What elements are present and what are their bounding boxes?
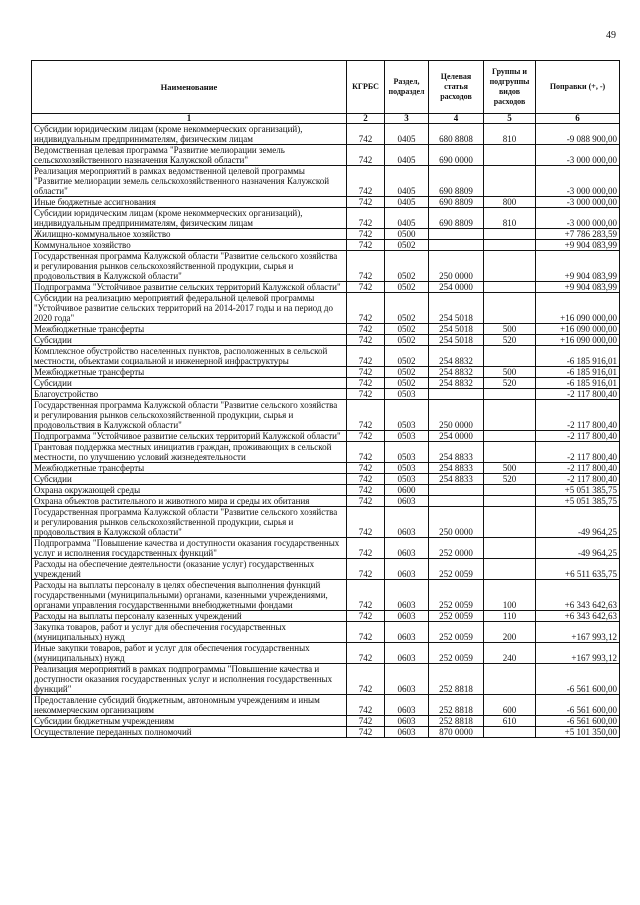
column-number: 3 [385, 114, 429, 124]
row-name: Подпрограмма "Устойчивое развитие сельских территорий Калужской области" [32, 282, 347, 293]
row-amendment: -49 964,25 [536, 538, 620, 559]
row-target-article: 252 0059 [429, 643, 484, 664]
table-row [32, 474, 620, 485]
row-expense-group: 500 [484, 324, 536, 335]
row-amendment: -2 117 800,40 [536, 400, 620, 431]
row-target-article: 254 5018 [429, 324, 484, 335]
row-section: 0503 [385, 400, 429, 431]
row-target-article: 254 8832 [429, 346, 484, 367]
row-expense-group [484, 664, 536, 695]
row-target-article: 252 8818 [429, 695, 484, 716]
row-kgrbs: 742 [347, 166, 385, 197]
table-row [32, 463, 620, 474]
row-amendment: -6 561 600,00 [536, 695, 620, 716]
row-section: 0603 [385, 622, 429, 643]
row-expense-group [484, 507, 536, 538]
table-row [32, 367, 620, 378]
row-name: Субсидии [32, 335, 347, 346]
row-expense-group [484, 240, 536, 251]
row-amendment: -2 117 800,40 [536, 463, 620, 474]
row-amendment: +9 904 083,99 [536, 251, 620, 282]
table-row [32, 442, 620, 463]
table-row [32, 335, 620, 346]
table-row [32, 538, 620, 559]
row-expense-group [484, 282, 536, 293]
row-section: 0502 [385, 251, 429, 282]
row-section: 0503 [385, 474, 429, 485]
row-name: Субсидии юридическим лицам (кроме некоммерческих организаций), индивидуальным предпринимателям, физическим лицам [32, 208, 347, 229]
table-row [32, 346, 620, 367]
column-numbers-row [32, 114, 620, 124]
row-target-article: 254 8832 [429, 367, 484, 378]
column-number: 5 [484, 114, 536, 124]
row-amendment: -9 088 900,00 [536, 124, 620, 145]
row-amendment: -2 117 800,40 [536, 442, 620, 463]
page-number: 49 [606, 30, 616, 41]
row-name: Межбюджетные трансферты [32, 324, 347, 335]
row-section: 0603 [385, 580, 429, 611]
row-name: Жилищно-коммунальное хозяйство [32, 229, 347, 240]
table-row [32, 496, 620, 507]
row-expense-group [484, 229, 536, 240]
row-amendment: +7 786 283,59 [536, 229, 620, 240]
column-number: 6 [536, 114, 620, 124]
row-name: Субсидии [32, 474, 347, 485]
table-row [32, 622, 620, 643]
row-kgrbs: 742 [347, 485, 385, 496]
row-section: 0603 [385, 611, 429, 622]
row-name: Комплексное обустройство населенных пунктов, расположенных в сельской местности, объектами социальной и инженерной инфраструктуры [32, 346, 347, 367]
row-kgrbs: 742 [347, 580, 385, 611]
row-kgrbs: 742 [347, 197, 385, 208]
row-section: 0603 [385, 496, 429, 507]
row-target-article [429, 229, 484, 240]
row-target-article: 252 0059 [429, 580, 484, 611]
header-kgrbs: КГРБС [347, 61, 385, 114]
row-name: Субсидии [32, 378, 347, 389]
row-kgrbs: 742 [347, 324, 385, 335]
table-row [32, 559, 620, 580]
row-kgrbs: 742 [347, 400, 385, 431]
table-row [32, 389, 620, 400]
row-kgrbs: 742 [347, 559, 385, 580]
row-name: Государственная программа Калужской области "Развитие сельского хозяйства и регулирования рынков сельскохозяйственной продукции, сырья и продовольствия в Калужской области" [32, 400, 347, 431]
row-target-article: 252 0059 [429, 611, 484, 622]
row-target-article: 250 0000 [429, 251, 484, 282]
row-expense-group: 810 [484, 124, 536, 145]
row-name: Ведомственная целевая программа "Развитие мелиорации земель сельскохозяйственного назначения Калужской области" [32, 145, 347, 166]
row-section: 0502 [385, 240, 429, 251]
row-amendment: +6 343 642,63 [536, 580, 620, 611]
row-name: Коммунальное хозяйство [32, 240, 347, 251]
row-name: Иные закупки товаров, работ и услуг для обеспечения государственных (муниципальных) нужд [32, 643, 347, 664]
row-name: Расходы на обеспечение деятельности (оказание услуг) государственных учреждений [32, 559, 347, 580]
row-amendment: -3 000 000,00 [536, 166, 620, 197]
row-expense-group [484, 485, 536, 496]
header-groups: Группы и подгруппы видов расходов [484, 61, 536, 114]
row-target-article: 690 0000 [429, 145, 484, 166]
row-section: 0503 [385, 389, 429, 400]
row-name: Подпрограмма "Устойчивое развитие сельских территорий Калужской области" [32, 431, 347, 442]
row-target-article: 690 8809 [429, 208, 484, 229]
row-name: Субсидии бюджетным учреждениям [32, 716, 347, 727]
budget-table [31, 60, 620, 738]
row-amendment: -3 000 000,00 [536, 145, 620, 166]
row-section: 0603 [385, 507, 429, 538]
row-name: Закупка товаров, работ и услуг для обеспечения государственных (муниципальных) нужд [32, 622, 347, 643]
row-kgrbs: 742 [347, 622, 385, 643]
table-row [32, 643, 620, 664]
table-row [32, 378, 620, 389]
row-target-article: 254 0000 [429, 282, 484, 293]
row-kgrbs: 742 [347, 664, 385, 695]
row-amendment: +9 904 083,99 [536, 240, 620, 251]
row-expense-group [484, 389, 536, 400]
row-target-article: 252 8818 [429, 664, 484, 695]
column-number: 4 [429, 114, 484, 124]
row-kgrbs: 742 [347, 507, 385, 538]
row-amendment: -3 000 000,00 [536, 197, 620, 208]
row-target-article: 254 5018 [429, 293, 484, 324]
row-kgrbs: 742 [347, 431, 385, 442]
row-section: 0603 [385, 716, 429, 727]
row-amendment: +16 090 000,00 [536, 335, 620, 346]
row-name: Подпрограмма "Повышение качества и доступности оказания государственных услуг и исполнения государственных функций" [32, 538, 347, 559]
row-target-article: 690 8809 [429, 166, 484, 197]
row-amendment: +167 993,12 [536, 643, 620, 664]
row-target-article: 254 8832 [429, 378, 484, 389]
row-kgrbs: 742 [347, 496, 385, 507]
row-amendment: -6 185 916,01 [536, 346, 620, 367]
header-amendments: Поправки (+, -) [536, 61, 620, 114]
header-section: Раздел, подраздел [385, 61, 429, 114]
row-expense-group [484, 431, 536, 442]
table-header-row [32, 61, 620, 114]
row-amendment: +5 051 385,75 [536, 485, 620, 496]
row-kgrbs: 742 [347, 695, 385, 716]
row-target-article: 254 8833 [429, 442, 484, 463]
row-target-article: 252 0000 [429, 538, 484, 559]
row-amendment: -2 117 800,40 [536, 389, 620, 400]
row-name: Грантовая поддержка местных инициатив граждан, проживающих в сельской местности, по улучшению условий жизнедеятельности [32, 442, 347, 463]
row-expense-group: 240 [484, 643, 536, 664]
row-expense-group: 610 [484, 716, 536, 727]
row-amendment: -6 561 600,00 [536, 664, 620, 695]
row-expense-group [484, 400, 536, 431]
row-name: Осуществление переданных полномочий [32, 727, 347, 738]
row-name: Предоставление субсидий бюджетным, автономным учреждениям и иным некоммерческим организациям [32, 695, 347, 716]
row-section: 0603 [385, 643, 429, 664]
row-target-article [429, 496, 484, 507]
table-row [32, 293, 620, 324]
row-kgrbs: 742 [347, 229, 385, 240]
row-kgrbs: 742 [347, 335, 385, 346]
row-section: 0503 [385, 431, 429, 442]
row-expense-group: 100 [484, 580, 536, 611]
row-name: Реализация мероприятий в рамках подпрограммы "Повышение качества и доступности оказания государственных услуг и исполнения государственных функций" [32, 664, 347, 695]
row-expense-group: 810 [484, 208, 536, 229]
table-row [32, 229, 620, 240]
table-row [32, 282, 620, 293]
row-name: Реализация мероприятий в рамках ведомственной целевой программы "Развитие мелиорации земель сельскохозяйственного назначения Калужской области" [32, 166, 347, 197]
row-target-article: 252 0059 [429, 559, 484, 580]
row-kgrbs: 742 [347, 282, 385, 293]
table-row [32, 166, 620, 197]
table-row [32, 664, 620, 695]
row-expense-group [484, 442, 536, 463]
row-amendment: -49 964,25 [536, 507, 620, 538]
row-target-article: 252 8818 [429, 716, 484, 727]
table-row [32, 431, 620, 442]
table-row [32, 324, 620, 335]
row-expense-group [484, 166, 536, 197]
row-expense-group [484, 496, 536, 507]
row-section: 0502 [385, 293, 429, 324]
table-row [32, 124, 620, 145]
row-name: Расходы на выплаты персоналу в целях обеспечения выполнения функций государственными (муниципальными) органами, казенными учреждениями, органами управления государственными внебюджетными фондами [32, 580, 347, 611]
row-kgrbs: 742 [347, 643, 385, 664]
row-amendment: +6 511 635,75 [536, 559, 620, 580]
row-section: 0405 [385, 124, 429, 145]
row-section: 0405 [385, 208, 429, 229]
table-row [32, 251, 620, 282]
row-section: 0502 [385, 378, 429, 389]
row-target-article: 250 0000 [429, 507, 484, 538]
table-row [32, 507, 620, 538]
row-kgrbs: 742 [347, 124, 385, 145]
row-target-article: 680 8808 [429, 124, 484, 145]
table-row [32, 580, 620, 611]
column-number: 2 [347, 114, 385, 124]
row-amendment: -6 185 916,01 [536, 378, 620, 389]
row-expense-group: 200 [484, 622, 536, 643]
row-kgrbs: 742 [347, 346, 385, 367]
row-kgrbs: 742 [347, 611, 385, 622]
table-row [32, 197, 620, 208]
row-expense-group: 520 [484, 335, 536, 346]
row-amendment: +9 904 083,99 [536, 282, 620, 293]
row-amendment: +6 343 642,63 [536, 611, 620, 622]
row-section: 0500 [385, 229, 429, 240]
row-target-article: 254 5018 [429, 335, 484, 346]
row-expense-group: 600 [484, 695, 536, 716]
row-section: 0603 [385, 538, 429, 559]
row-section: 0603 [385, 664, 429, 695]
row-kgrbs: 742 [347, 251, 385, 282]
row-amendment: +167 993,12 [536, 622, 620, 643]
table-row [32, 485, 620, 496]
table-row [32, 611, 620, 622]
row-kgrbs: 742 [347, 474, 385, 485]
row-expense-group [484, 727, 536, 738]
row-kgrbs: 742 [347, 208, 385, 229]
row-section: 0502 [385, 324, 429, 335]
row-amendment: -3 000 000,00 [536, 208, 620, 229]
table-row [32, 400, 620, 431]
row-name: Охрана объектов растительного и животного мира и среды их обитания [32, 496, 347, 507]
row-section: 0405 [385, 166, 429, 197]
row-name: Расходы на выплаты персоналу казенных учреждений [32, 611, 347, 622]
row-expense-group [484, 145, 536, 166]
row-amendment: -2 117 800,40 [536, 474, 620, 485]
row-kgrbs: 742 [347, 727, 385, 738]
row-amendment: +5 051 385,75 [536, 496, 620, 507]
row-amendment: -6 185 916,01 [536, 367, 620, 378]
row-amendment: +5 101 350,00 [536, 727, 620, 738]
row-expense-group [484, 346, 536, 367]
row-kgrbs: 742 [347, 293, 385, 324]
row-target-article: 254 0000 [429, 431, 484, 442]
row-expense-group: 110 [484, 611, 536, 622]
row-kgrbs: 742 [347, 716, 385, 727]
row-name: Субсидии юридическим лицам (кроме некоммерческих организаций), индивидуальным предпринимателям, физическим лицам [32, 124, 347, 145]
row-expense-group: 520 [484, 378, 536, 389]
row-target-article [429, 485, 484, 496]
row-name: Субсидии на реализацию мероприятий федеральной целевой программы "Устойчивое развитие сельских территорий на 2014-2017 годы и на период до 2020 года" [32, 293, 347, 324]
table-body [32, 124, 620, 738]
row-target-article: 870 0000 [429, 727, 484, 738]
row-name: Иные бюджетные ассигнования [32, 197, 347, 208]
table-row [32, 716, 620, 727]
table-row [32, 695, 620, 716]
row-section: 0503 [385, 463, 429, 474]
column-number: 1 [32, 114, 347, 124]
row-section: 0600 [385, 485, 429, 496]
row-target-article: 254 8833 [429, 474, 484, 485]
row-expense-group [484, 559, 536, 580]
row-target-article: 690 8809 [429, 197, 484, 208]
row-section: 0502 [385, 335, 429, 346]
row-kgrbs: 742 [347, 145, 385, 166]
row-name: Государственная программа Калужской области "Развитие сельского хозяйства и регулирования рынков сельскохозяйственной продукции, сырья и продовольствия в Калужской области" [32, 251, 347, 282]
row-amendment: -6 561 600,00 [536, 716, 620, 727]
row-section: 0603 [385, 695, 429, 716]
row-section: 0405 [385, 145, 429, 166]
row-name: Благоустройство [32, 389, 347, 400]
row-section: 0603 [385, 727, 429, 738]
row-section: 0502 [385, 282, 429, 293]
row-amendment: +16 090 000,00 [536, 293, 620, 324]
row-name: Межбюджетные трансферты [32, 463, 347, 474]
table-row [32, 727, 620, 738]
row-kgrbs: 742 [347, 378, 385, 389]
row-kgrbs: 742 [347, 367, 385, 378]
row-expense-group [484, 251, 536, 282]
row-amendment: -2 117 800,40 [536, 431, 620, 442]
row-target-article [429, 240, 484, 251]
row-expense-group [484, 538, 536, 559]
row-target-article [429, 389, 484, 400]
row-name: Государственная программа Калужской области "Развитие сельского хозяйства и регулирования рынков сельскохозяйственной продукции, сырья и продовольствия в Калужской области" [32, 507, 347, 538]
row-section: 0502 [385, 367, 429, 378]
table-row [32, 240, 620, 251]
row-name: Охрана окружающей среды [32, 485, 347, 496]
row-expense-group: 520 [484, 474, 536, 485]
row-expense-group: 800 [484, 197, 536, 208]
row-kgrbs: 742 [347, 463, 385, 474]
row-amendment: +16 090 000,00 [536, 324, 620, 335]
table-row [32, 145, 620, 166]
row-name: Межбюджетные трансферты [32, 367, 347, 378]
row-target-article: 254 8833 [429, 463, 484, 474]
row-section: 0405 [385, 197, 429, 208]
row-kgrbs: 742 [347, 389, 385, 400]
table-row [32, 208, 620, 229]
row-section: 0502 [385, 346, 429, 367]
row-kgrbs: 742 [347, 538, 385, 559]
row-expense-group: 500 [484, 463, 536, 474]
header-name: Наименование [32, 61, 347, 114]
row-target-article: 252 0059 [429, 622, 484, 643]
row-kgrbs: 742 [347, 240, 385, 251]
row-expense-group: 500 [484, 367, 536, 378]
row-target-article: 250 0000 [429, 400, 484, 431]
row-kgrbs: 742 [347, 442, 385, 463]
row-expense-group [484, 293, 536, 324]
row-section: 0603 [385, 559, 429, 580]
row-section: 0503 [385, 442, 429, 463]
header-target: Целевая статья расходов [429, 61, 484, 114]
